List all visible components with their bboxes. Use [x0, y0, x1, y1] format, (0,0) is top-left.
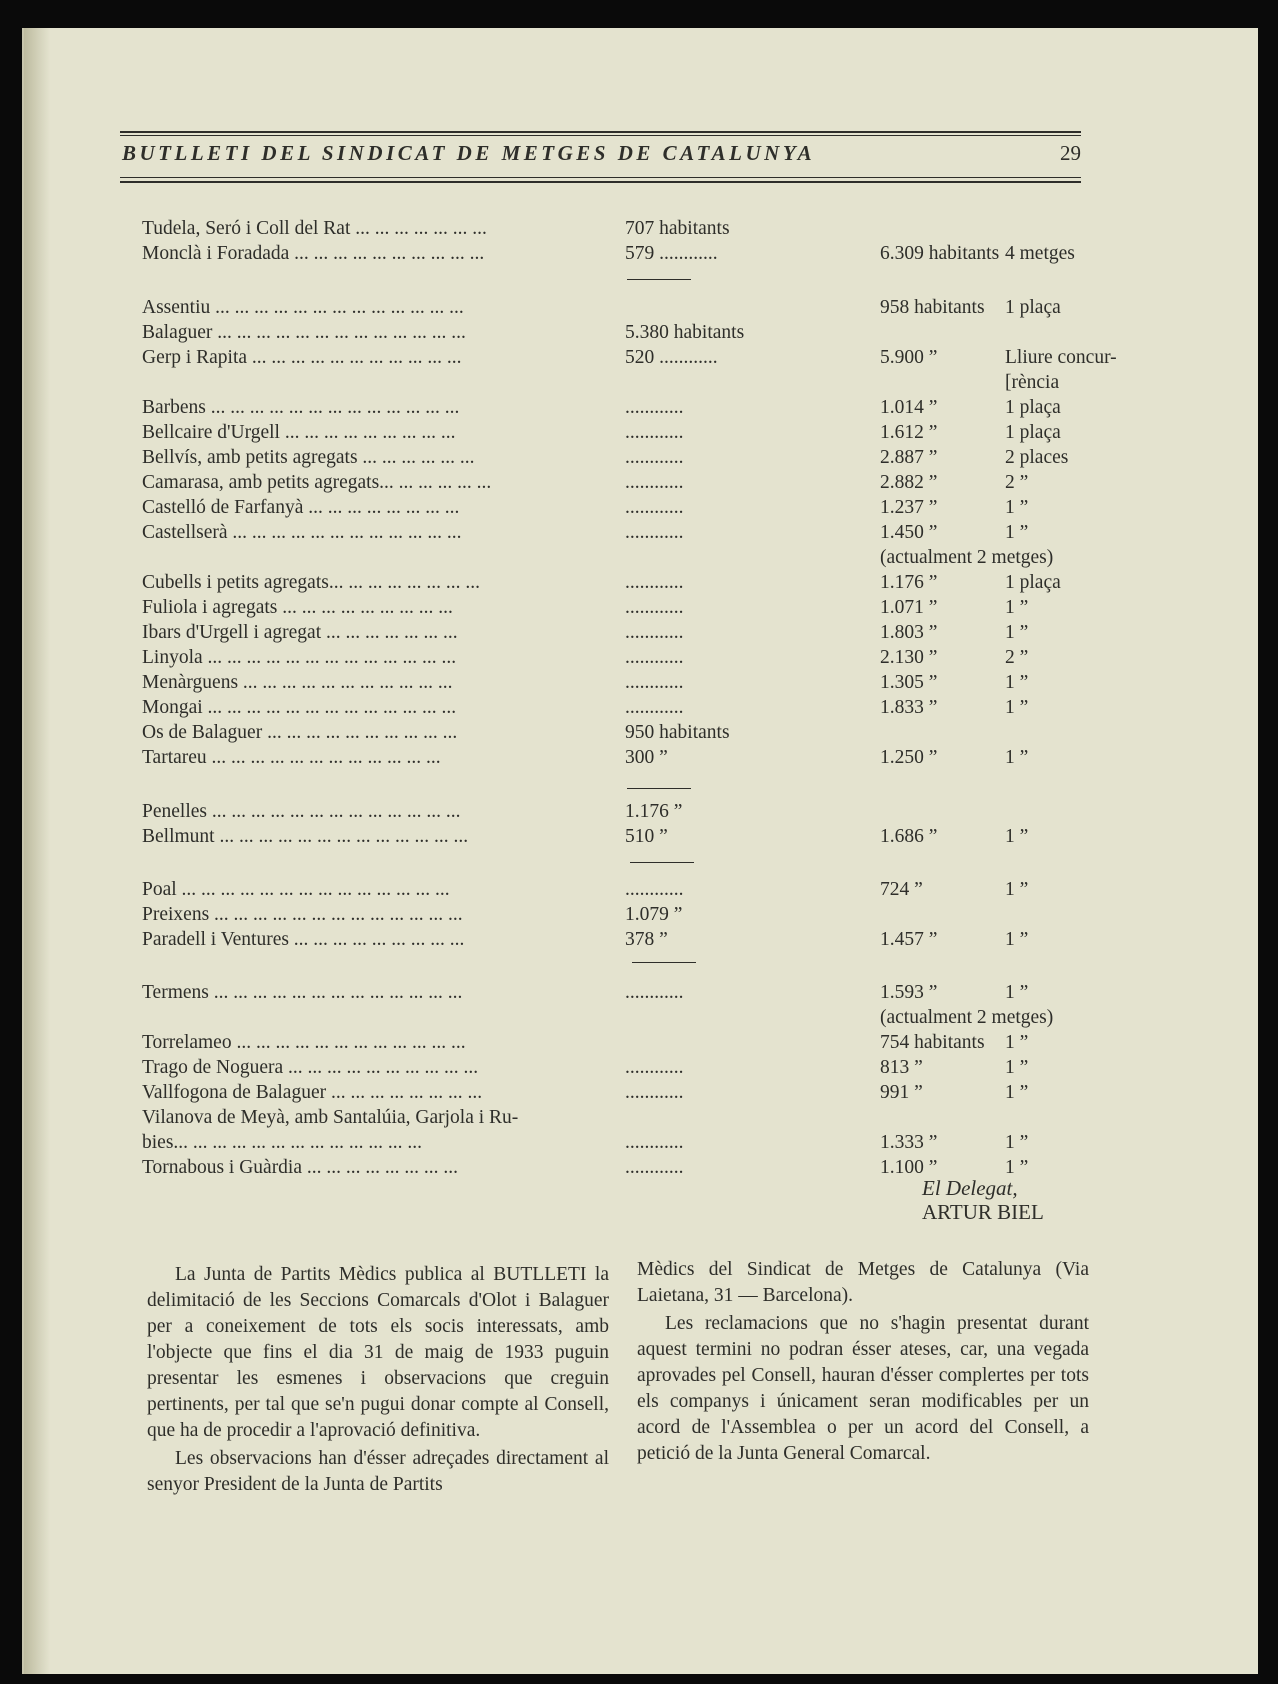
row-name: Menàrguens ... ... ... ... ... ... ... ... ... ... ...: [142, 672, 453, 693]
row-col1: ............: [625, 397, 684, 418]
row-col3: 1 ”: [1005, 1082, 1029, 1103]
row-name: Torrelameo ... ... ... ... ... ... ... ... ... ... ... ...: [142, 1032, 466, 1053]
table-row: [120, 370, 1120, 395]
row-col1: ............: [625, 447, 684, 468]
row-col2: 958 habitants: [880, 297, 985, 318]
row-name: Mongai ... ... ... ... ... ... ... ... ... ... ... ... ...: [142, 697, 457, 718]
row-col3: 1 ”: [1005, 497, 1029, 518]
table-row: [120, 670, 1120, 695]
text-column-left: [147, 1262, 609, 1500]
row-name: Penelles ... ... ... ... ... ... ... ... ... ... ... ... ...: [142, 801, 461, 822]
table-row: [120, 345, 1120, 370]
row-col1: ............: [625, 982, 684, 1003]
row-col2: 1.237 ”: [880, 497, 938, 518]
row-col2: 1.176 ”: [880, 572, 938, 593]
row-col1: ............: [625, 597, 684, 618]
signature-name: ARTUR BIEL: [922, 1200, 1044, 1224]
row-col1: ............: [625, 422, 684, 443]
row-col2: 1.014 ”: [880, 397, 938, 418]
row-col3: 1 ”: [1005, 982, 1029, 1003]
row-col3: 1 ”: [1005, 622, 1029, 643]
table-row: [120, 980, 1120, 1005]
row-col3: 1 ”: [1005, 672, 1029, 693]
paragraph: Les reclamacions que no s'hagin presentat durant aquest termini no podran ésser ateses, car, una vegada aprovades pel Consell, hauran d'ésser complertes per tots els companys i únicament seran modificables per un acord de l'Assemblea o per un acord del Consell, a petició de la Junta General Comarcal.: [637, 1313, 1089, 1464]
row-col3: 2 ”: [1005, 647, 1029, 668]
row-name: Fuliola i agregats ... ... ... ... ... ... ... ... ...: [142, 597, 453, 618]
row-col1: ............: [625, 697, 684, 718]
row-col1: ............: [625, 497, 684, 518]
table-row: [120, 495, 1120, 520]
row-col3: Lliure concur-: [1005, 347, 1117, 368]
row-col2: 724 ”: [880, 879, 923, 900]
row-name: Bellvís, amb petits agregats ... ... ... ... ... ...: [142, 447, 475, 468]
row-col1: ............: [625, 472, 684, 493]
binding-gutter: [24, 28, 50, 1674]
row-col3: 1 ”: [1005, 697, 1029, 718]
row-name: Linyola ... ... ... ... ... ... ... ... ... ... ... ... ...: [142, 647, 457, 668]
table-row: [120, 595, 1120, 620]
row-col2: 1.100 ”: [880, 1157, 938, 1178]
row-col1: ............: [625, 1082, 684, 1103]
row-col2: 6.309 habitants: [880, 243, 1000, 264]
row-col1: ............: [625, 1132, 684, 1153]
table-row: [120, 720, 1120, 745]
row-col1: ............: [625, 1057, 684, 1078]
row-col1: 1.176 ”: [625, 801, 683, 822]
row-name: Preixens ... ... ... ... ... ... ... ... ... ... ... ... ...: [142, 904, 463, 925]
group-separator: [627, 279, 691, 280]
row-name: Balaguer ... ... ... ... ... ... ... ... ... ... ... ... ...: [142, 322, 466, 343]
table-row: [120, 620, 1120, 645]
row-col1: ............: [625, 572, 684, 593]
table-row: [120, 902, 1120, 927]
row-col1: 707 habitants: [625, 218, 730, 239]
table-row: [120, 1105, 1120, 1130]
row-col3: 1 plaça: [1005, 572, 1061, 593]
row-col3: 2 places: [1005, 447, 1069, 468]
table-row: [120, 877, 1120, 902]
row-col2: 1.305 ”: [880, 672, 938, 693]
table-row: [120, 799, 1120, 824]
row-col2: 813 ”: [880, 1057, 923, 1078]
row-name: Gerp i Rapita ... ... ... ... ... ... ... ... ... ... ...: [142, 347, 462, 368]
row-col2: 1.250 ”: [880, 747, 938, 768]
row-col2: 2.882 ”: [880, 472, 938, 493]
page-number: 29: [1060, 141, 1081, 165]
row-col3: 1 ”: [1005, 1157, 1029, 1178]
row-name: Bellmunt ... ... ... ... ... ... ... ... ... ... ... ... ...: [142, 826, 469, 847]
header-rule-bottom-thin: [120, 177, 1081, 178]
paragraph: Les observacions han d'ésser adreçades directament al senyor President de la Junta de Partits: [147, 1448, 609, 1495]
row-col1: 300 ”: [625, 747, 668, 768]
row-name: bies... ... ... ... ... ... ... ... ... ... ... ... ...: [142, 1132, 423, 1153]
row-col2: 991 ”: [880, 1082, 923, 1103]
table-row: [120, 1005, 1120, 1030]
row-col3: 1 ”: [1005, 879, 1029, 900]
text-column-right: [637, 1257, 1089, 1469]
row-col3: 1 plaça: [1005, 297, 1061, 318]
row-col1: 950 habitants: [625, 722, 730, 743]
row-col1: ............: [625, 672, 684, 693]
table-row: [120, 927, 1120, 952]
row-name: Tornabous i Guàrdia ... ... ... ... ... ... ... ...: [142, 1157, 459, 1178]
row-name: Castelló de Farfanyà ... ... ... ... ... ... ... ...: [142, 497, 460, 518]
row-col2: (actualment 2 metges): [880, 547, 1054, 568]
row-name: Tartareu ... ... ... ... ... ... ... ... ... ... ... ...: [142, 747, 441, 768]
row-name: Monclà i Foradada ... ... ... ... ... ... ... ... ... ...: [142, 243, 485, 264]
table-row: [120, 1130, 1120, 1155]
row-col2: 1.612 ”: [880, 422, 938, 443]
paragraph: La Junta de Partits Mèdics publica al BUTLLETI la delimitació de les Seccions Comarcals d'Olot i Balaguer per a coneixement de tots els socis interessats, amb l'objecte que fins el dia 31 de maig de 1933 puguin presentar les esmenes i observacions que creguin pertinents, per tal que se'n pugui donar compte al Consell, que ha de procedir a l'aprovació definitiva.: [147, 1264, 609, 1441]
row-col2: 1.333 ”: [880, 1132, 938, 1153]
header-rule-top-thin: [120, 135, 1081, 136]
table-row: [120, 216, 1120, 241]
row-name: Ibars d'Urgell i agregat ... ... ... ... ... ... ...: [142, 622, 458, 643]
row-col3: 1 plaça: [1005, 422, 1061, 443]
row-col2: 754 habitants: [880, 1032, 985, 1053]
row-col3: 1 ”: [1005, 597, 1029, 618]
row-col2: 1.593 ”: [880, 982, 938, 1003]
row-name: Assentiu ... ... ... ... ... ... ... ... ... ... ... ... ...: [142, 297, 464, 318]
table-row: [120, 395, 1120, 420]
table-row: [120, 295, 1120, 320]
row-col1: 1.079 ”: [625, 904, 683, 925]
row-col1: 378 ”: [625, 929, 668, 950]
row-col1: 510 ”: [625, 826, 668, 847]
row-col1: ............: [625, 879, 684, 900]
paragraph: Mèdics del Sindicat de Metges de Catalunya (Via Laietana, 31 — Barcelona).: [637, 1259, 1089, 1306]
row-name: Vallfogona de Balaguer ... ... ... ... ... ... ... ...: [142, 1082, 483, 1103]
row-col1: 5.380 habitants: [625, 322, 745, 343]
group-separator: [632, 962, 696, 963]
table-row: [120, 1080, 1120, 1105]
table-row: [120, 645, 1120, 670]
row-col3: 2 ”: [1005, 472, 1029, 493]
row-col2: 1.833 ”: [880, 697, 938, 718]
row-name: Vilanova de Meyà, amb Santalúia, Garjola i Ru-: [142, 1107, 519, 1128]
row-col1: 520 ............: [625, 347, 718, 368]
row-col3: 1 ”: [1005, 1057, 1029, 1078]
row-col3: 1 ”: [1005, 747, 1029, 768]
header-rule-top: [120, 131, 1081, 133]
row-col1: ............: [625, 1157, 684, 1178]
row-col3: 1 ”: [1005, 826, 1029, 847]
row-name: Castellserà ... ... ... ... ... ... ... ... ... ... ... ...: [142, 522, 462, 543]
table-row: [120, 1055, 1120, 1080]
row-col3: [rència: [1005, 372, 1060, 393]
table-row: [120, 320, 1120, 345]
row-name: Cubells i petits agregats... ... ... ... ... ... ... ...: [142, 572, 480, 593]
table-row: [120, 470, 1120, 495]
row-col2: (actualment 2 metges): [880, 1007, 1054, 1028]
table-row: [120, 695, 1120, 720]
row-col3: 1 ”: [1005, 522, 1029, 543]
row-col1: ............: [625, 647, 684, 668]
row-name: Tudela, Seró i Coll del Rat ... ... ... ... ... ... ...: [142, 218, 487, 239]
row-col3: 1 ”: [1005, 1132, 1029, 1153]
row-col2: 1.803 ”: [880, 622, 938, 643]
row-col3: 1 plaça: [1005, 397, 1061, 418]
group-separator: [627, 788, 691, 789]
row-col1: ............: [625, 622, 684, 643]
table-row: [120, 241, 1120, 266]
row-col1: ............: [625, 522, 684, 543]
row-col1: 579 ............: [625, 243, 718, 264]
table-row: [120, 1030, 1120, 1055]
row-name: Paradell i Ventures ... ... ... ... ... ... ... ... ...: [142, 929, 465, 950]
row-name: Bellcaire d'Urgell ... ... ... ... ... ... ... ... ...: [142, 422, 456, 443]
row-col3: 4 metges: [1005, 243, 1075, 264]
table-row: [120, 420, 1120, 445]
signature-role: El Delegat,: [922, 1176, 1018, 1200]
header-rule-bottom: [120, 181, 1081, 183]
row-col2: 1.686 ”: [880, 826, 938, 847]
row-name: Barbens ... ... ... ... ... ... ... ... ... ... ... ... ...: [142, 397, 460, 418]
row-col2: 2.130 ”: [880, 647, 938, 668]
table-row: [120, 445, 1120, 470]
row-name: Poal ... ... ... ... ... ... ... ... ... ... ... ... ... ...: [142, 879, 450, 900]
table-row: [120, 824, 1120, 849]
row-name: Camarasa, amb petits agregats... ... ... ... ... ...: [142, 472, 492, 493]
row-name: Os de Balaguer ... ... ... ... ... ... ... ... ... ...: [142, 722, 458, 743]
table-row: [120, 520, 1120, 545]
group-separator: [630, 862, 694, 863]
row-name: Termens ... ... ... ... ... ... ... ... ... ... ... ... ...: [142, 982, 463, 1003]
row-name: Trago de Noguera ... ... ... ... ... ... ... ... ... ...: [142, 1057, 479, 1078]
row-col3: 1 ”: [1005, 929, 1029, 950]
running-header: [120, 141, 1081, 171]
journal-title: BUTLLETI DEL SINDICAT DE METGES DE CATALUNYA: [122, 141, 816, 165]
row-col2: 2.887 ”: [880, 447, 938, 468]
row-col2: 1.450 ”: [880, 522, 938, 543]
table-row: [120, 745, 1120, 770]
row-col3: 1 ”: [1005, 1032, 1029, 1053]
table-row: [120, 545, 1120, 570]
row-col2: 1.457 ”: [880, 929, 938, 950]
row-col2: 5.900 ”: [880, 347, 938, 368]
table-row: [120, 570, 1120, 595]
row-col2: 1.071 ”: [880, 597, 938, 618]
